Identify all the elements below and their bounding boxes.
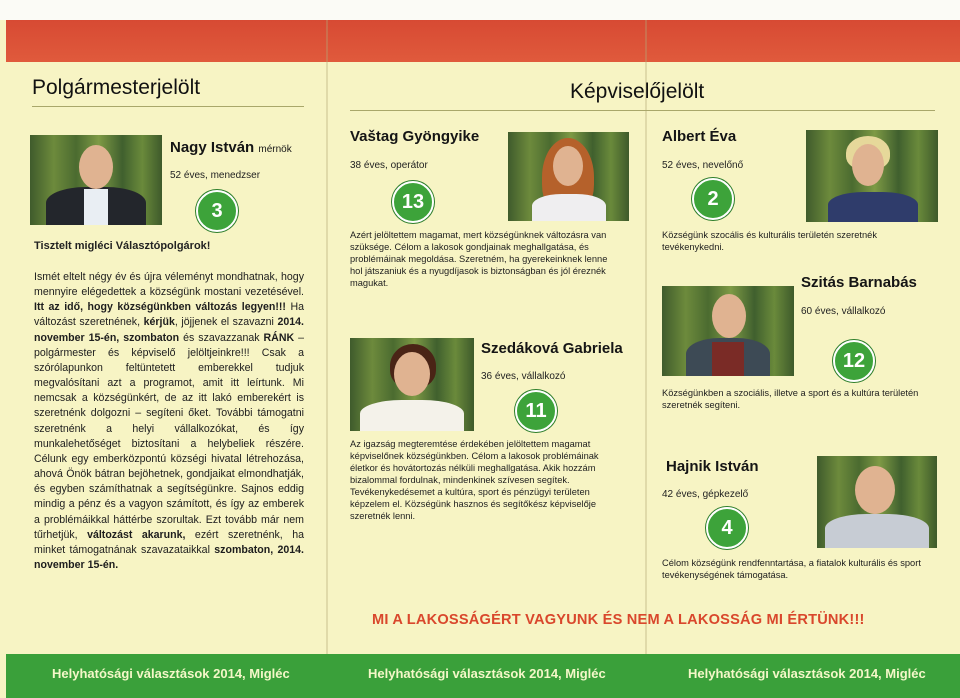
letter-segment: RÁNK xyxy=(263,331,295,344)
letter-segment: szombaton, 2014. november 15-én. xyxy=(34,543,304,571)
candidate-badge-szitas: 12 xyxy=(833,340,875,382)
candidate-age-albert: 52 éves, nevelőnő xyxy=(662,160,744,171)
candidate-photo-szitas xyxy=(662,286,794,376)
candidate-badge-hajnik: 4 xyxy=(706,507,748,549)
candidate-badge-albert: 2 xyxy=(692,178,734,220)
candidate-photo-vastag xyxy=(508,132,629,221)
letter-segment: és szavazzanak xyxy=(179,331,264,344)
mayor-age-job: 52 éves, menedzser xyxy=(170,170,261,181)
letter-segment: ezért szeretnénk, ha minket támogatnának szavazataikkal xyxy=(34,528,304,556)
letter-segment: kérjük xyxy=(143,316,175,329)
fold-line-right xyxy=(645,20,647,698)
letter-segment: , jöjjenek el szavazni xyxy=(174,316,278,329)
candidate-age-szitas: 60 éves, vállalkozó xyxy=(801,306,886,317)
candidate-name-szedakova: Szedáková Gabriela xyxy=(481,340,623,357)
footer-label-right: Helyhatósági választások 2014, Migléc xyxy=(688,666,926,681)
letter-segment: Ha változást szeretnének, xyxy=(34,301,304,329)
letter-segment: Ismét eltelt négy év és újra véleményt mondhatnak, hogy mennyire elégedettek a községünk mostani vezetésével. xyxy=(34,271,304,299)
letter-segment: Itt az idő, hogy községünkben változás legyen!!! xyxy=(34,301,286,314)
footer-label-center: Helyhatósági választások 2014, Migléc xyxy=(368,666,606,681)
letter-segment: 2014. november 15-én, szombaton xyxy=(34,316,304,344)
campaign-slogan: MI A LAKOSSÁGÉRT VAGYUNK ÉS NEM A LAKOSSÁG MI ÉRTÜNK!!! xyxy=(372,612,865,628)
fold-line-left xyxy=(326,20,328,698)
mayor-photo xyxy=(30,135,162,225)
candidate-text-vastag: Azért jelöltettem magamat, mert községünknek változásra van szüksége. Célom a lakosok gondjainak meghallgatása, és problémáinak megoldása. Szeretném, ha gyerekeinknek lenne hol játszaniuk és a nyugdíjasok is biztonságban és jól éreznék magukat. xyxy=(350,230,608,288)
candidate-name-vastag: Vaštag Gyöngyike xyxy=(350,128,480,145)
top-margin xyxy=(0,0,960,20)
mayor-heading: Polgármesterjelölt xyxy=(32,76,201,99)
candidate-name-albert: Albert Éva xyxy=(662,128,737,145)
candidate-photo-szedakova xyxy=(350,338,474,431)
mayor-heading-rule xyxy=(32,106,304,107)
candidate-text-hajnik: Célom községünk rendfenntartása, a fiatalok kulturális és sport tevékenységének támogatása. xyxy=(662,558,921,580)
council-heading-rule xyxy=(350,110,935,111)
candidate-age-szedakova: 36 éves, vállalkozó xyxy=(481,371,566,382)
letter-segment: – polgármester és képviselő jelöltjeinkre!!! Csak a szórólapunkon feltüntetett emberekkel tudjuk megvalósítani azt a programot, amit itt leírtunk. Mi nemcsak a községünkért, de az itt lakó emberekért is szeretnénk dolgozni – segíteni őket. További támogatni szeretnénk a helyi vállalkozókat, és így munkalehetőséget biztosítani a helybeliek részére. Célunk egy emberközpontú községi hivatal létrehozása, ahová Önök bátran bejöhetnek, gondjaikat elmondhatják, és egyben számíthatnak a segítségünkre. Sajnos eddig mindig a pénz és a vagyon számított, és így az emberek a problémáikkal háttérbe szorultak. Ezt tovább már nem tűrhetjük, xyxy=(34,331,304,541)
candidate-photo-hajnik xyxy=(817,456,937,548)
candidate-age-vastag: 38 éves, operátor xyxy=(350,160,428,171)
candidate-text-albert: Községünk szocális és kulturális területén szeretnék tevékenykedni. xyxy=(662,230,877,252)
candidate-text-szitas: Községünkben a szociális, illetve a sport és a kultúra területén szeretnék segíteni. xyxy=(662,388,919,410)
council-heading: Képviselőjelölt xyxy=(570,80,705,103)
candidate-badge-vastag: 13 xyxy=(392,181,434,223)
mayor-name: Nagy István mérnök xyxy=(170,139,292,156)
candidate-badge-szedakova: 11 xyxy=(515,390,557,432)
candidate-name-hajnik: Hajnik István xyxy=(666,458,759,475)
footer-label-left: Helyhatósági választások 2014, Migléc xyxy=(52,666,290,681)
top-red-band xyxy=(6,20,960,62)
candidate-name-szitas: Szitás Barnabás xyxy=(801,274,917,291)
candidate-text-szedakova: Az igazság megteremtése érdekében jelöltettem magamat képviselőnek községünkben. Célom a lakosok problémáinak életkor és hovátortozás nélküli meghallgatása. Akik hozzám bizalommal fordulnak, mindenkinek szívesen segítek. Tevékenykedésemet a kultúra, sport és pénzügyi területen képzelem el. Községünk hasznos és segítőkész képviselője szeretnék lenni. xyxy=(350,439,599,521)
candidate-photo-albert xyxy=(806,130,938,222)
candidate-age-hajnik: 42 éves, gépkezelő xyxy=(662,489,749,500)
letter-segment: változást akarunk, xyxy=(87,528,186,541)
mayor-number-badge: 3 xyxy=(196,190,238,232)
letter-body xyxy=(34,270,304,573)
letter-greeting: Tisztelt migléci Választópolgárok! xyxy=(34,240,211,252)
